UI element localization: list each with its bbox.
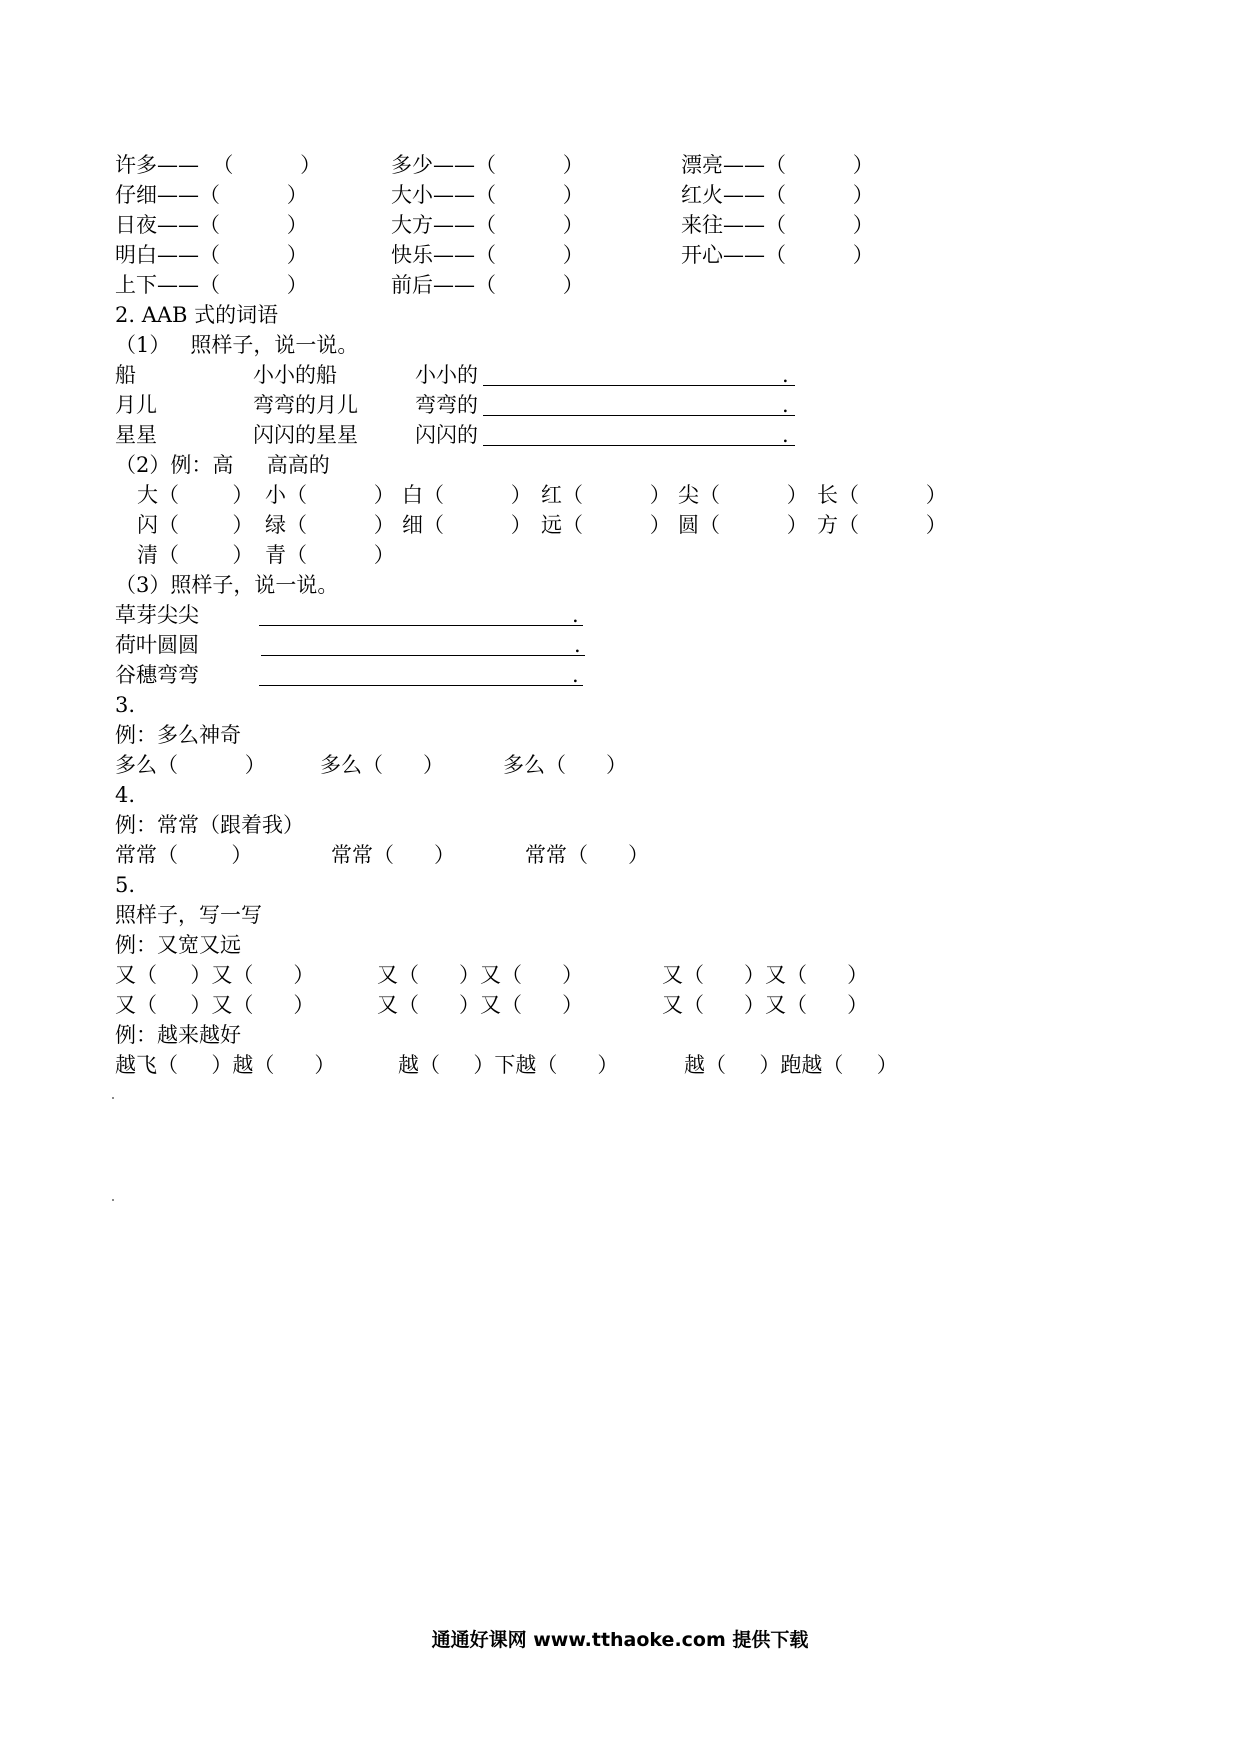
aab-item: 青（ ）	[265, 543, 395, 567]
s2-sub2-row-2	[0, 510, 1240, 540]
aab-item: 闪（ ）	[137, 513, 254, 537]
s1-item: 许多—— （ ）	[115, 153, 322, 177]
section-4-items	[0, 840, 1240, 870]
section-title: 2. AAB 式的词语	[115, 303, 279, 327]
s1-item: 上下——（ ）	[115, 273, 308, 297]
period: .	[572, 663, 579, 687]
s2-sub1-row-3	[0, 420, 1240, 450]
s1-item: 大小——（ ）	[391, 183, 584, 207]
aab-item: 尖（ ）	[678, 483, 808, 507]
fill-item: 又（ ）又（ ）	[115, 963, 315, 987]
section-5-instruction	[0, 900, 1240, 930]
s2-sub3-row-3	[0, 660, 1240, 690]
s2-sub1-label	[0, 330, 1240, 360]
aab-item: 远（ ）	[541, 513, 671, 537]
s5-row-2	[0, 990, 1240, 1020]
fill-item: 越飞（ ）越（ ）	[115, 1053, 336, 1077]
fill-item: 常常（ ）	[115, 843, 253, 867]
fill-item: 多么（ ）	[320, 753, 445, 777]
s1-item: 大方——（ ）	[391, 213, 584, 237]
aab-item: 清（ ）	[137, 543, 254, 567]
prompt: 闪闪的	[415, 423, 478, 447]
phrase: 小小的船	[253, 363, 337, 387]
section-3-example	[0, 720, 1240, 750]
s1-item: 前后——（ ）	[391, 273, 584, 297]
s1-item: 漂亮——（ ）	[681, 153, 874, 177]
s1-item: 开心——（ ）	[681, 243, 874, 267]
s1-item: 日夜——（ ）	[115, 213, 308, 237]
aab-item: 小（ ）	[265, 483, 395, 507]
fill-item: 越（ ）下越（ ）	[398, 1053, 619, 1077]
s2-sub3-label	[0, 570, 1240, 600]
s1-item: 来往——（ ）	[681, 213, 874, 237]
fill-item: 多么（ ）	[503, 753, 628, 777]
s2-sub3-row-2	[0, 630, 1240, 660]
prompt: 弯弯的	[415, 393, 478, 417]
fill-item: 多么（ ）	[115, 753, 266, 777]
aab-item: 白（ ）	[402, 483, 532, 507]
s2-sub1-row-1	[0, 360, 1240, 390]
answer-line[interactable]	[483, 445, 795, 446]
s2-sub2-label	[0, 450, 1240, 480]
s5-items-2	[0, 1050, 1240, 1080]
fill-item: 又（ ）又（ ）	[115, 993, 315, 1017]
section-3-items	[0, 750, 1240, 780]
section-2-title	[0, 300, 1240, 330]
period: .	[572, 603, 579, 627]
answer-line[interactable]	[261, 655, 585, 656]
phrase: 草芽尖尖	[115, 603, 199, 627]
aab-item: 大（ ）	[137, 483, 254, 507]
fill-item: 又（ ）又（ ）	[377, 963, 584, 987]
aab-item: 细（ ）	[402, 513, 532, 537]
s1-row-4	[0, 240, 1240, 270]
s1-row-2	[0, 180, 1240, 210]
fill-item: 常常（ ）	[331, 843, 456, 867]
section-number: 4.	[115, 783, 136, 807]
period: .	[782, 393, 789, 417]
answer-line[interactable]	[259, 625, 583, 626]
aab-item: 绿（ ）	[265, 513, 395, 537]
example: 例：越来越好	[115, 1023, 241, 1047]
noun: 船	[115, 363, 136, 387]
section-3-num	[0, 690, 1240, 720]
sub-label: （3）照样子，说一说。	[115, 573, 339, 597]
s2-sub2-row-3	[0, 540, 1240, 570]
example: 例：常常（跟着我）	[115, 813, 304, 837]
answer-line[interactable]	[483, 385, 795, 386]
phrase: 谷穗弯弯	[115, 663, 199, 687]
sub-label: （2）例：高 高高的	[115, 453, 330, 477]
s5-row-1	[0, 960, 1240, 990]
prompt: 小小的	[415, 363, 478, 387]
scan-speck	[112, 1097, 114, 1099]
s1-row-3	[0, 210, 1240, 240]
example: 例：多么神奇	[115, 723, 241, 747]
phrase: 弯弯的月儿	[253, 393, 358, 417]
aab-item: 方（ ）	[817, 513, 947, 537]
phrase: 荷叶圆圆	[115, 633, 199, 657]
noun: 月儿	[115, 393, 157, 417]
fill-item: 常常（ ）	[525, 843, 650, 867]
answer-line[interactable]	[483, 415, 795, 416]
period: .	[782, 363, 789, 387]
fill-item: 又（ ）又（ ）	[377, 993, 584, 1017]
example: 例：又宽又远	[115, 933, 241, 957]
s1-item: 仔细——（ ）	[115, 183, 308, 207]
s1-item: 多少——（ ）	[391, 153, 584, 177]
fill-item: 又（ ）又（ ）	[662, 963, 869, 987]
aab-item: 长（ ）	[817, 483, 947, 507]
section-number: 3.	[115, 693, 136, 717]
period: .	[782, 423, 789, 447]
fill-item: 越（ ）跑越（ ）	[684, 1053, 898, 1077]
s2-sub2-row-1	[0, 480, 1240, 510]
answer-line[interactable]	[259, 685, 583, 686]
period: .	[574, 633, 581, 657]
s1-row-5	[0, 270, 1240, 300]
section-4-num	[0, 780, 1240, 810]
s1-item: 红火——（ ）	[681, 183, 874, 207]
aab-item: 圆（ ）	[678, 513, 808, 537]
scan-speck	[112, 1199, 114, 1201]
instruction: 照样子，写一写	[115, 903, 262, 927]
aab-item: 红（ ）	[541, 483, 671, 507]
section-5-example-1	[0, 930, 1240, 960]
s1-item: 明白——（ ）	[115, 243, 308, 267]
section-4-example	[0, 810, 1240, 840]
s1-row-1	[0, 150, 1240, 180]
sub-label: （1） 照样子，说一说。	[115, 333, 359, 357]
phrase: 闪闪的星星	[253, 423, 358, 447]
footer-credit: 通通好课网 www.tthaoke.com 提供下载	[431, 1629, 809, 1651]
fill-item: 又（ ）又（ ）	[662, 993, 869, 1017]
s1-item: 快乐——（ ）	[391, 243, 584, 267]
s2-sub3-row-1	[0, 600, 1240, 630]
section-5-num	[0, 870, 1240, 900]
noun: 星星	[115, 423, 157, 447]
section-5-example-2	[0, 1020, 1240, 1050]
section-number: 5.	[115, 873, 136, 897]
s2-sub1-row-2	[0, 390, 1240, 420]
